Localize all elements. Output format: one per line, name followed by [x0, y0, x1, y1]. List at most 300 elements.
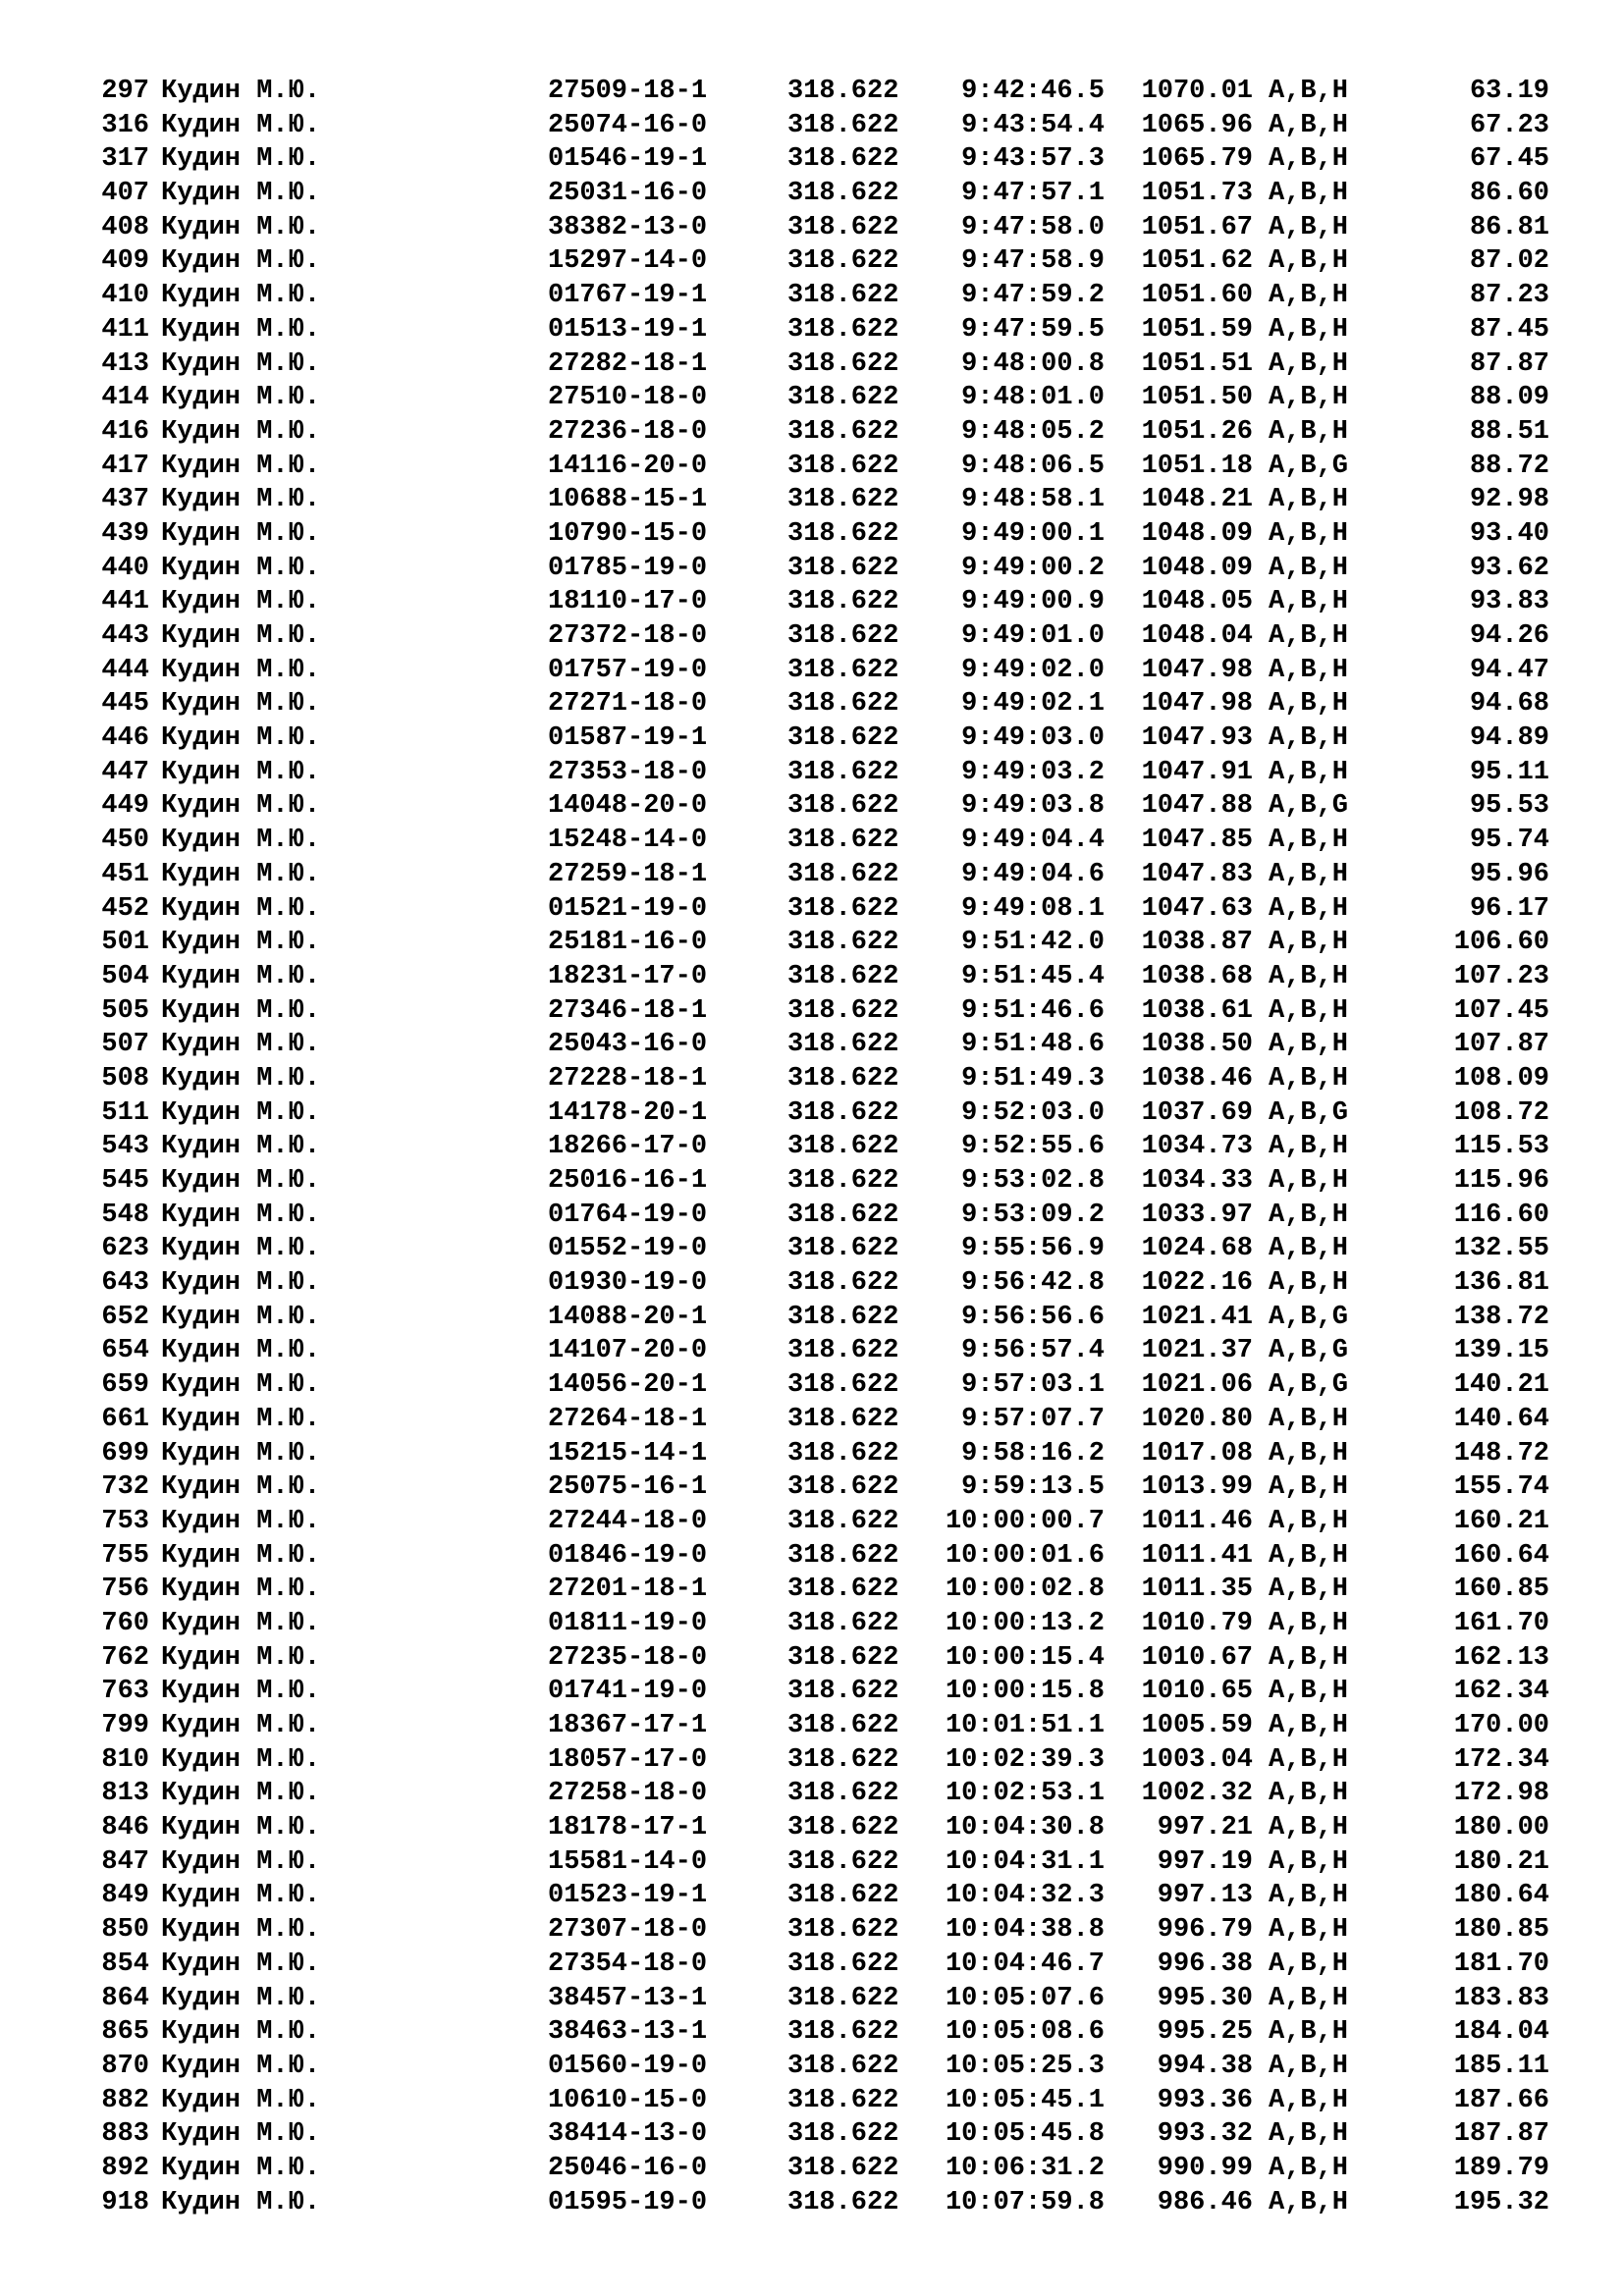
- place-cell: 413: [101, 348, 149, 379]
- flags-cell: A,B,H: [1269, 1813, 1349, 1843]
- ring-number-cell: 14107-20-0: [548, 1336, 708, 1366]
- name-cell: Кудин М.Ю.: [161, 1642, 321, 1673]
- place-cell: 409: [101, 246, 149, 277]
- name-cell: Кудин М.Ю.: [161, 1268, 321, 1299]
- distance-cell: 318.622: [787, 1949, 899, 1979]
- ring-number-cell: 27282-18-1: [548, 348, 708, 379]
- flags-cell: A,B,H: [1269, 314, 1349, 345]
- arrival-time-cell: 9:53:09.2: [961, 1200, 1105, 1230]
- distance-cell: 318.622: [787, 1846, 899, 1877]
- distance-cell: 318.622: [787, 553, 899, 583]
- flags-cell: A,B,H: [1269, 1711, 1349, 1740]
- distance-cell: 318.622: [787, 1506, 899, 1536]
- speed-cell: 1047.88: [1141, 791, 1253, 822]
- name-cell: Кудин М.Ю.: [161, 1097, 321, 1128]
- ring-number-cell: 01785-19-0: [548, 553, 708, 583]
- flags-cell: A,B,H: [1269, 110, 1349, 140]
- speed-cell: 1003.04: [1141, 1744, 1253, 1775]
- speed-cell: 1038.87: [1141, 928, 1253, 958]
- coefficient-cell: 132.55: [1453, 1234, 1549, 1264]
- arrival-time-cell: 9:49:02.1: [961, 689, 1105, 720]
- distance-cell: 318.622: [787, 2051, 899, 2081]
- distance-cell: 318.622: [787, 757, 899, 787]
- name-cell: Кудин М.Ю.: [161, 1336, 321, 1366]
- speed-cell: 1051.60: [1141, 281, 1253, 311]
- arrival-time-cell: 9:49:03.0: [961, 723, 1105, 754]
- place-cell: 661: [101, 1404, 149, 1434]
- arrival-time-cell: 9:51:45.4: [961, 961, 1105, 991]
- flags-cell: A,B,H: [1269, 383, 1349, 413]
- arrival-time-cell: 9:52:03.0: [961, 1097, 1105, 1128]
- flags-cell: A,B,G: [1269, 1336, 1349, 1366]
- place-cell: 317: [101, 144, 149, 175]
- name-cell: Кудин М.Ю.: [161, 110, 321, 140]
- arrival-time-cell: 10:05:45.8: [945, 2119, 1105, 2150]
- place-cell: 810: [101, 1744, 149, 1775]
- distance-cell: 318.622: [787, 2017, 899, 2048]
- coefficient-cell: 96.17: [1469, 893, 1549, 924]
- coefficient-cell: 185.11: [1453, 2051, 1549, 2081]
- name-cell: Кудин М.Ю.: [161, 1608, 321, 1638]
- distance-cell: 318.622: [787, 1302, 899, 1332]
- name-cell: Кудин М.Ю.: [161, 1881, 321, 1911]
- coefficient-cell: 87.87: [1469, 348, 1549, 379]
- distance-cell: 318.622: [787, 2187, 899, 2217]
- speed-cell: 993.32: [1157, 2119, 1253, 2150]
- place-cell: 508: [101, 1063, 149, 1094]
- ring-number-cell: 01587-19-1: [548, 723, 708, 754]
- arrival-time-cell: 9:51:42.0: [961, 928, 1105, 958]
- arrival-time-cell: 9:49:04.4: [961, 826, 1105, 856]
- speed-cell: 1034.33: [1141, 1166, 1253, 1196]
- place-cell: 892: [101, 2153, 149, 2183]
- flags-cell: A,B,G: [1269, 1302, 1349, 1332]
- distance-cell: 318.622: [787, 110, 899, 140]
- place-cell: 854: [101, 1949, 149, 1979]
- ring-number-cell: 18231-17-0: [548, 961, 708, 991]
- ring-number-cell: 15297-14-0: [548, 246, 708, 277]
- distance-cell: 318.622: [787, 144, 899, 175]
- distance-cell: 318.622: [787, 348, 899, 379]
- name-cell: Кудин М.Ю.: [161, 1711, 321, 1740]
- flags-cell: A,B,H: [1269, 995, 1349, 1026]
- distance-cell: 318.622: [787, 1813, 899, 1843]
- distance-cell: 318.622: [787, 1438, 899, 1468]
- speed-cell: 986.46: [1157, 2187, 1253, 2217]
- flags-cell: A,B,H: [1269, 212, 1349, 242]
- arrival-time-cell: 10:00:15.8: [945, 1677, 1105, 1707]
- speed-cell: 1020.80: [1141, 1404, 1253, 1434]
- flags-cell: A,B,H: [1269, 1506, 1349, 1536]
- speed-cell: 1070.01: [1141, 77, 1253, 106]
- place-cell: 410: [101, 281, 149, 311]
- coefficient-cell: 155.74: [1453, 1472, 1549, 1503]
- name-cell: Кудин М.Ю.: [161, 1370, 321, 1401]
- speed-cell: 996.38: [1157, 1949, 1253, 1979]
- place-cell: 444: [101, 655, 149, 685]
- coefficient-cell: 140.64: [1453, 1404, 1549, 1434]
- name-cell: Кудин М.Ю.: [161, 1438, 321, 1468]
- distance-cell: 318.622: [787, 1677, 899, 1707]
- place-cell: 441: [101, 587, 149, 617]
- arrival-time-cell: 10:04:30.8: [945, 1813, 1105, 1843]
- speed-cell: 1047.91: [1141, 757, 1253, 787]
- flags-cell: A,B,H: [1269, 246, 1349, 277]
- ring-number-cell: 25075-16-1: [548, 1472, 708, 1503]
- name-cell: Кудин М.Ю.: [161, 1200, 321, 1230]
- arrival-time-cell: 9:43:54.4: [961, 110, 1105, 140]
- flags-cell: A,B,H: [1269, 1200, 1349, 1230]
- speed-cell: 995.30: [1157, 1983, 1253, 2013]
- name-cell: Кудин М.Ю.: [161, 655, 321, 685]
- arrival-time-cell: 10:00:00.7: [945, 1506, 1105, 1536]
- flags-cell: A,B,H: [1269, 859, 1349, 889]
- name-cell: Кудин М.Ю.: [161, 144, 321, 175]
- distance-cell: 318.622: [787, 961, 899, 991]
- coefficient-cell: 138.72: [1453, 1302, 1549, 1332]
- coefficient-cell: 88.72: [1469, 451, 1549, 481]
- name-cell: Кудин М.Ю.: [161, 553, 321, 583]
- ring-number-cell: 38457-13-1: [548, 1983, 708, 2013]
- speed-cell: 1047.98: [1141, 655, 1253, 685]
- name-cell: Кудин М.Ю.: [161, 1949, 321, 1979]
- distance-cell: 318.622: [787, 2153, 899, 2183]
- name-cell: Кудин М.Ю.: [161, 1744, 321, 1775]
- distance-cell: 318.622: [787, 826, 899, 856]
- coefficient-cell: 180.64: [1453, 1881, 1549, 1911]
- distance-cell: 318.622: [787, 1642, 899, 1673]
- flags-cell: A,B,H: [1269, 1779, 1349, 1809]
- flags-cell: A,B,H: [1269, 1677, 1349, 1707]
- distance-cell: 318.622: [787, 485, 899, 515]
- name-cell: Кудин М.Ю.: [161, 1132, 321, 1162]
- ring-number-cell: 18057-17-0: [548, 1744, 708, 1775]
- arrival-time-cell: 10:04:46.7: [945, 1949, 1105, 1979]
- name-cell: Кудин М.Ю.: [161, 348, 321, 379]
- coefficient-cell: 108.72: [1453, 1097, 1549, 1128]
- ring-number-cell: 38463-13-1: [548, 2017, 708, 2048]
- flags-cell: A,B,H: [1269, 1881, 1349, 1911]
- speed-cell: 1022.16: [1141, 1268, 1253, 1299]
- speed-cell: 1038.61: [1141, 995, 1253, 1026]
- name-cell: Кудин М.Ю.: [161, 1063, 321, 1094]
- place-cell: 846: [101, 1813, 149, 1843]
- name-cell: Кудин М.Ю.: [161, 212, 321, 242]
- arrival-time-cell: 9:56:57.4: [961, 1336, 1105, 1366]
- coefficient-cell: 187.66: [1453, 2085, 1549, 2115]
- distance-cell: 318.622: [787, 723, 899, 754]
- distance-cell: 318.622: [787, 1097, 899, 1128]
- flags-cell: A,B,H: [1269, 77, 1349, 106]
- flags-cell: A,B,H: [1269, 2153, 1349, 2183]
- place-cell: 883: [101, 2119, 149, 2150]
- flags-cell: A,B,G: [1269, 1370, 1349, 1401]
- arrival-time-cell: 9:49:00.9: [961, 587, 1105, 617]
- name-cell: Кудин М.Ю.: [161, 2119, 321, 2150]
- ring-number-cell: 01552-19-0: [548, 1234, 708, 1264]
- coefficient-cell: 160.85: [1453, 1575, 1549, 1605]
- coefficient-cell: 180.21: [1453, 1846, 1549, 1877]
- ring-number-cell: 27509-18-1: [548, 77, 708, 106]
- ring-number-cell: 25074-16-0: [548, 110, 708, 140]
- place-cell: 870: [101, 2051, 149, 2081]
- ring-number-cell: 27228-18-1: [548, 1063, 708, 1094]
- distance-cell: 318.622: [787, 1711, 899, 1740]
- arrival-time-cell: 9:47:57.1: [961, 179, 1105, 209]
- speed-cell: 996.79: [1157, 1915, 1253, 1946]
- name-cell: Кудин М.Ю.: [161, 2187, 321, 2217]
- ring-number-cell: 25031-16-0: [548, 179, 708, 209]
- arrival-time-cell: 9:47:58.0: [961, 212, 1105, 242]
- distance-cell: 318.622: [787, 1472, 899, 1503]
- speed-cell: 1011.46: [1141, 1506, 1253, 1536]
- flags-cell: A,B,H: [1269, 485, 1349, 515]
- coefficient-cell: 63.19: [1469, 77, 1549, 106]
- arrival-time-cell: 9:48:05.2: [961, 416, 1105, 447]
- name-cell: Кудин М.Ю.: [161, 314, 321, 345]
- coefficient-cell: 162.13: [1453, 1642, 1549, 1673]
- speed-cell: 1034.73: [1141, 1132, 1253, 1162]
- speed-cell: 1021.37: [1141, 1336, 1253, 1366]
- place-cell: 643: [101, 1268, 149, 1299]
- flags-cell: A,B,H: [1269, 1166, 1349, 1196]
- speed-cell: 1017.08: [1141, 1438, 1253, 1468]
- place-cell: 548: [101, 1200, 149, 1230]
- arrival-time-cell: 9:51:49.3: [961, 1063, 1105, 1094]
- ring-number-cell: 25043-16-0: [548, 1030, 708, 1060]
- distance-cell: 318.622: [787, 689, 899, 720]
- name-cell: Кудин М.Ю.: [161, 893, 321, 924]
- coefficient-cell: 108.09: [1453, 1063, 1549, 1094]
- place-cell: 450: [101, 826, 149, 856]
- place-cell: 414: [101, 383, 149, 413]
- place-cell: 762: [101, 1642, 149, 1673]
- flags-cell: A,B,H: [1269, 179, 1349, 209]
- place-cell: 755: [101, 1540, 149, 1571]
- coefficient-cell: 95.96: [1469, 859, 1549, 889]
- ring-number-cell: 27353-18-0: [548, 757, 708, 787]
- speed-cell: 1005.59: [1141, 1711, 1253, 1740]
- place-cell: 847: [101, 1846, 149, 1877]
- coefficient-cell: 86.81: [1469, 212, 1549, 242]
- coefficient-cell: 67.45: [1469, 144, 1549, 175]
- name-cell: Кудин М.Ю.: [161, 1030, 321, 1060]
- speed-cell: 1048.21: [1141, 485, 1253, 515]
- ring-number-cell: 27258-18-0: [548, 1779, 708, 1809]
- distance-cell: 318.622: [787, 1404, 899, 1434]
- distance-cell: 318.622: [787, 587, 899, 617]
- flags-cell: A,B,H: [1269, 1744, 1349, 1775]
- place-cell: 753: [101, 1506, 149, 1536]
- ring-number-cell: 01741-19-0: [548, 1677, 708, 1707]
- place-cell: 407: [101, 179, 149, 209]
- ring-number-cell: 14048-20-0: [548, 791, 708, 822]
- flags-cell: A,B,H: [1269, 1540, 1349, 1571]
- ring-number-cell: 38414-13-0: [548, 2119, 708, 2150]
- coefficient-cell: 115.96: [1453, 1166, 1549, 1196]
- speed-cell: 1048.04: [1141, 621, 1253, 651]
- flags-cell: A,B,H: [1269, 1404, 1349, 1434]
- distance-cell: 318.622: [787, 1608, 899, 1638]
- place-cell: 652: [101, 1302, 149, 1332]
- arrival-time-cell: 10:00:01.6: [945, 1540, 1105, 1571]
- name-cell: Кудин М.Ю.: [161, 1846, 321, 1877]
- coefficient-cell: 181.70: [1453, 1949, 1549, 1979]
- speed-cell: 990.99: [1157, 2153, 1253, 2183]
- place-cell: 445: [101, 689, 149, 720]
- place-cell: 417: [101, 451, 149, 481]
- flags-cell: A,B,H: [1269, 2119, 1349, 2150]
- speed-cell: 1011.35: [1141, 1575, 1253, 1605]
- flags-cell: A,B,H: [1269, 1608, 1349, 1638]
- ring-number-cell: 01764-19-0: [548, 1200, 708, 1230]
- flags-cell: A,B,H: [1269, 2085, 1349, 2115]
- name-cell: Кудин М.Ю.: [161, 2085, 321, 2115]
- ring-number-cell: 10688-15-1: [548, 485, 708, 515]
- ring-number-cell: 01513-19-1: [548, 314, 708, 345]
- coefficient-cell: 93.40: [1469, 518, 1549, 549]
- name-cell: Кудин М.Ю.: [161, 416, 321, 447]
- ring-number-cell: 01560-19-0: [548, 2051, 708, 2081]
- coefficient-cell: 106.60: [1453, 928, 1549, 958]
- ring-number-cell: 01523-19-1: [548, 1881, 708, 1911]
- name-cell: Кудин М.Ю.: [161, 587, 321, 617]
- distance-cell: 318.622: [787, 1370, 899, 1401]
- coefficient-cell: 88.51: [1469, 416, 1549, 447]
- flags-cell: A,B,H: [1269, 689, 1349, 720]
- arrival-time-cell: 9:49:08.1: [961, 893, 1105, 924]
- ring-number-cell: 27259-18-1: [548, 859, 708, 889]
- ring-number-cell: 14088-20-1: [548, 1302, 708, 1332]
- name-cell: Кудин М.Ю.: [161, 1813, 321, 1843]
- distance-cell: 318.622: [787, 655, 899, 685]
- arrival-time-cell: 9:52:55.6: [961, 1132, 1105, 1162]
- arrival-time-cell: 9:48:06.5: [961, 451, 1105, 481]
- coefficient-cell: 187.87: [1453, 2119, 1549, 2150]
- name-cell: Кудин М.Ю.: [161, 451, 321, 481]
- distance-cell: 318.622: [787, 1268, 899, 1299]
- arrival-time-cell: 10:02:53.1: [945, 1779, 1105, 1809]
- arrival-time-cell: 9:51:46.6: [961, 995, 1105, 1026]
- place-cell: 316: [101, 110, 149, 140]
- speed-cell: 1048.09: [1141, 518, 1253, 549]
- arrival-time-cell: 9:49:04.6: [961, 859, 1105, 889]
- place-cell: 439: [101, 518, 149, 549]
- distance-cell: 318.622: [787, 179, 899, 209]
- speed-cell: 1021.06: [1141, 1370, 1253, 1401]
- arrival-time-cell: 10:06:31.2: [945, 2153, 1105, 2183]
- place-cell: 659: [101, 1370, 149, 1401]
- ring-number-cell: 25181-16-0: [548, 928, 708, 958]
- place-cell: 799: [101, 1711, 149, 1740]
- ring-number-cell: 01767-19-1: [548, 281, 708, 311]
- coefficient-cell: 162.34: [1453, 1677, 1549, 1707]
- place-cell: 654: [101, 1336, 149, 1366]
- speed-cell: 1051.26: [1141, 416, 1253, 447]
- distance-cell: 318.622: [787, 281, 899, 311]
- arrival-time-cell: 9:56:42.8: [961, 1268, 1105, 1299]
- place-cell: 699: [101, 1438, 149, 1468]
- ring-number-cell: 01811-19-0: [548, 1608, 708, 1638]
- flags-cell: A,B,H: [1269, 2187, 1349, 2217]
- speed-cell: 1038.46: [1141, 1063, 1253, 1094]
- flags-cell: A,B,H: [1269, 2051, 1349, 2081]
- distance-cell: 318.622: [787, 383, 899, 413]
- arrival-time-cell: 9:58:16.2: [961, 1438, 1105, 1468]
- name-cell: Кудин М.Ю.: [161, 485, 321, 515]
- coefficient-cell: 86.60: [1469, 179, 1549, 209]
- flags-cell: A,B,H: [1269, 826, 1349, 856]
- ring-number-cell: 25046-16-0: [548, 2153, 708, 2183]
- name-cell: Кудин М.Ю.: [161, 826, 321, 856]
- arrival-time-cell: 9:49:03.2: [961, 757, 1105, 787]
- arrival-time-cell: 10:05:25.3: [945, 2051, 1105, 2081]
- arrival-time-cell: 10:05:07.6: [945, 1983, 1105, 2013]
- flags-cell: A,B,G: [1269, 791, 1349, 822]
- flags-cell: A,B,H: [1269, 1949, 1349, 1979]
- arrival-time-cell: 9:49:00.1: [961, 518, 1105, 549]
- ring-number-cell: 01521-19-0: [548, 893, 708, 924]
- distance-cell: 318.622: [787, 621, 899, 651]
- distance-cell: 318.622: [787, 1200, 899, 1230]
- place-cell: 416: [101, 416, 149, 447]
- speed-cell: 1038.50: [1141, 1030, 1253, 1060]
- place-cell: 297: [101, 77, 149, 106]
- flags-cell: A,B,H: [1269, 1063, 1349, 1094]
- distance-cell: 318.622: [787, 1575, 899, 1605]
- arrival-time-cell: 9:55:56.9: [961, 1234, 1105, 1264]
- place-cell: 756: [101, 1575, 149, 1605]
- speed-cell: 1010.79: [1141, 1608, 1253, 1638]
- ring-number-cell: 14116-20-0: [548, 451, 708, 481]
- flags-cell: A,B,H: [1269, 1030, 1349, 1060]
- name-cell: Кудин М.Ю.: [161, 2153, 321, 2183]
- name-cell: Кудин М.Ю.: [161, 1983, 321, 2013]
- coefficient-cell: 184.04: [1453, 2017, 1549, 2048]
- coefficient-cell: 95.11: [1469, 757, 1549, 787]
- flags-cell: A,B,H: [1269, 1846, 1349, 1877]
- place-cell: 763: [101, 1677, 149, 1707]
- coefficient-cell: 161.70: [1453, 1608, 1549, 1638]
- place-cell: 864: [101, 1983, 149, 2013]
- flags-cell: A,B,H: [1269, 281, 1349, 311]
- ring-number-cell: 27264-18-1: [548, 1404, 708, 1434]
- flags-cell: A,B,H: [1269, 416, 1349, 447]
- distance-cell: 318.622: [787, 928, 899, 958]
- name-cell: Кудин М.Ю.: [161, 1779, 321, 1809]
- name-cell: Кудин М.Ю.: [161, 961, 321, 991]
- place-cell: 452: [101, 893, 149, 924]
- place-cell: 511: [101, 1097, 149, 1128]
- distance-cell: 318.622: [787, 893, 899, 924]
- flags-cell: A,B,H: [1269, 1132, 1349, 1162]
- flags-cell: A,B,H: [1269, 553, 1349, 583]
- place-cell: 501: [101, 928, 149, 958]
- name-cell: Кудин М.Ю.: [161, 723, 321, 754]
- speed-cell: 1051.51: [1141, 348, 1253, 379]
- name-cell: Кудин М.Ю.: [161, 1506, 321, 1536]
- arrival-time-cell: 9:47:58.9: [961, 246, 1105, 277]
- ring-number-cell: 27372-18-0: [548, 621, 708, 651]
- speed-cell: 1037.69: [1141, 1097, 1253, 1128]
- arrival-time-cell: 9:57:07.7: [961, 1404, 1105, 1434]
- speed-cell: 1047.85: [1141, 826, 1253, 856]
- arrival-time-cell: 9:48:00.8: [961, 348, 1105, 379]
- ring-number-cell: 15248-14-0: [548, 826, 708, 856]
- speed-cell: 997.19: [1157, 1846, 1253, 1877]
- speed-cell: 1013.99: [1141, 1472, 1253, 1503]
- distance-cell: 318.622: [787, 791, 899, 822]
